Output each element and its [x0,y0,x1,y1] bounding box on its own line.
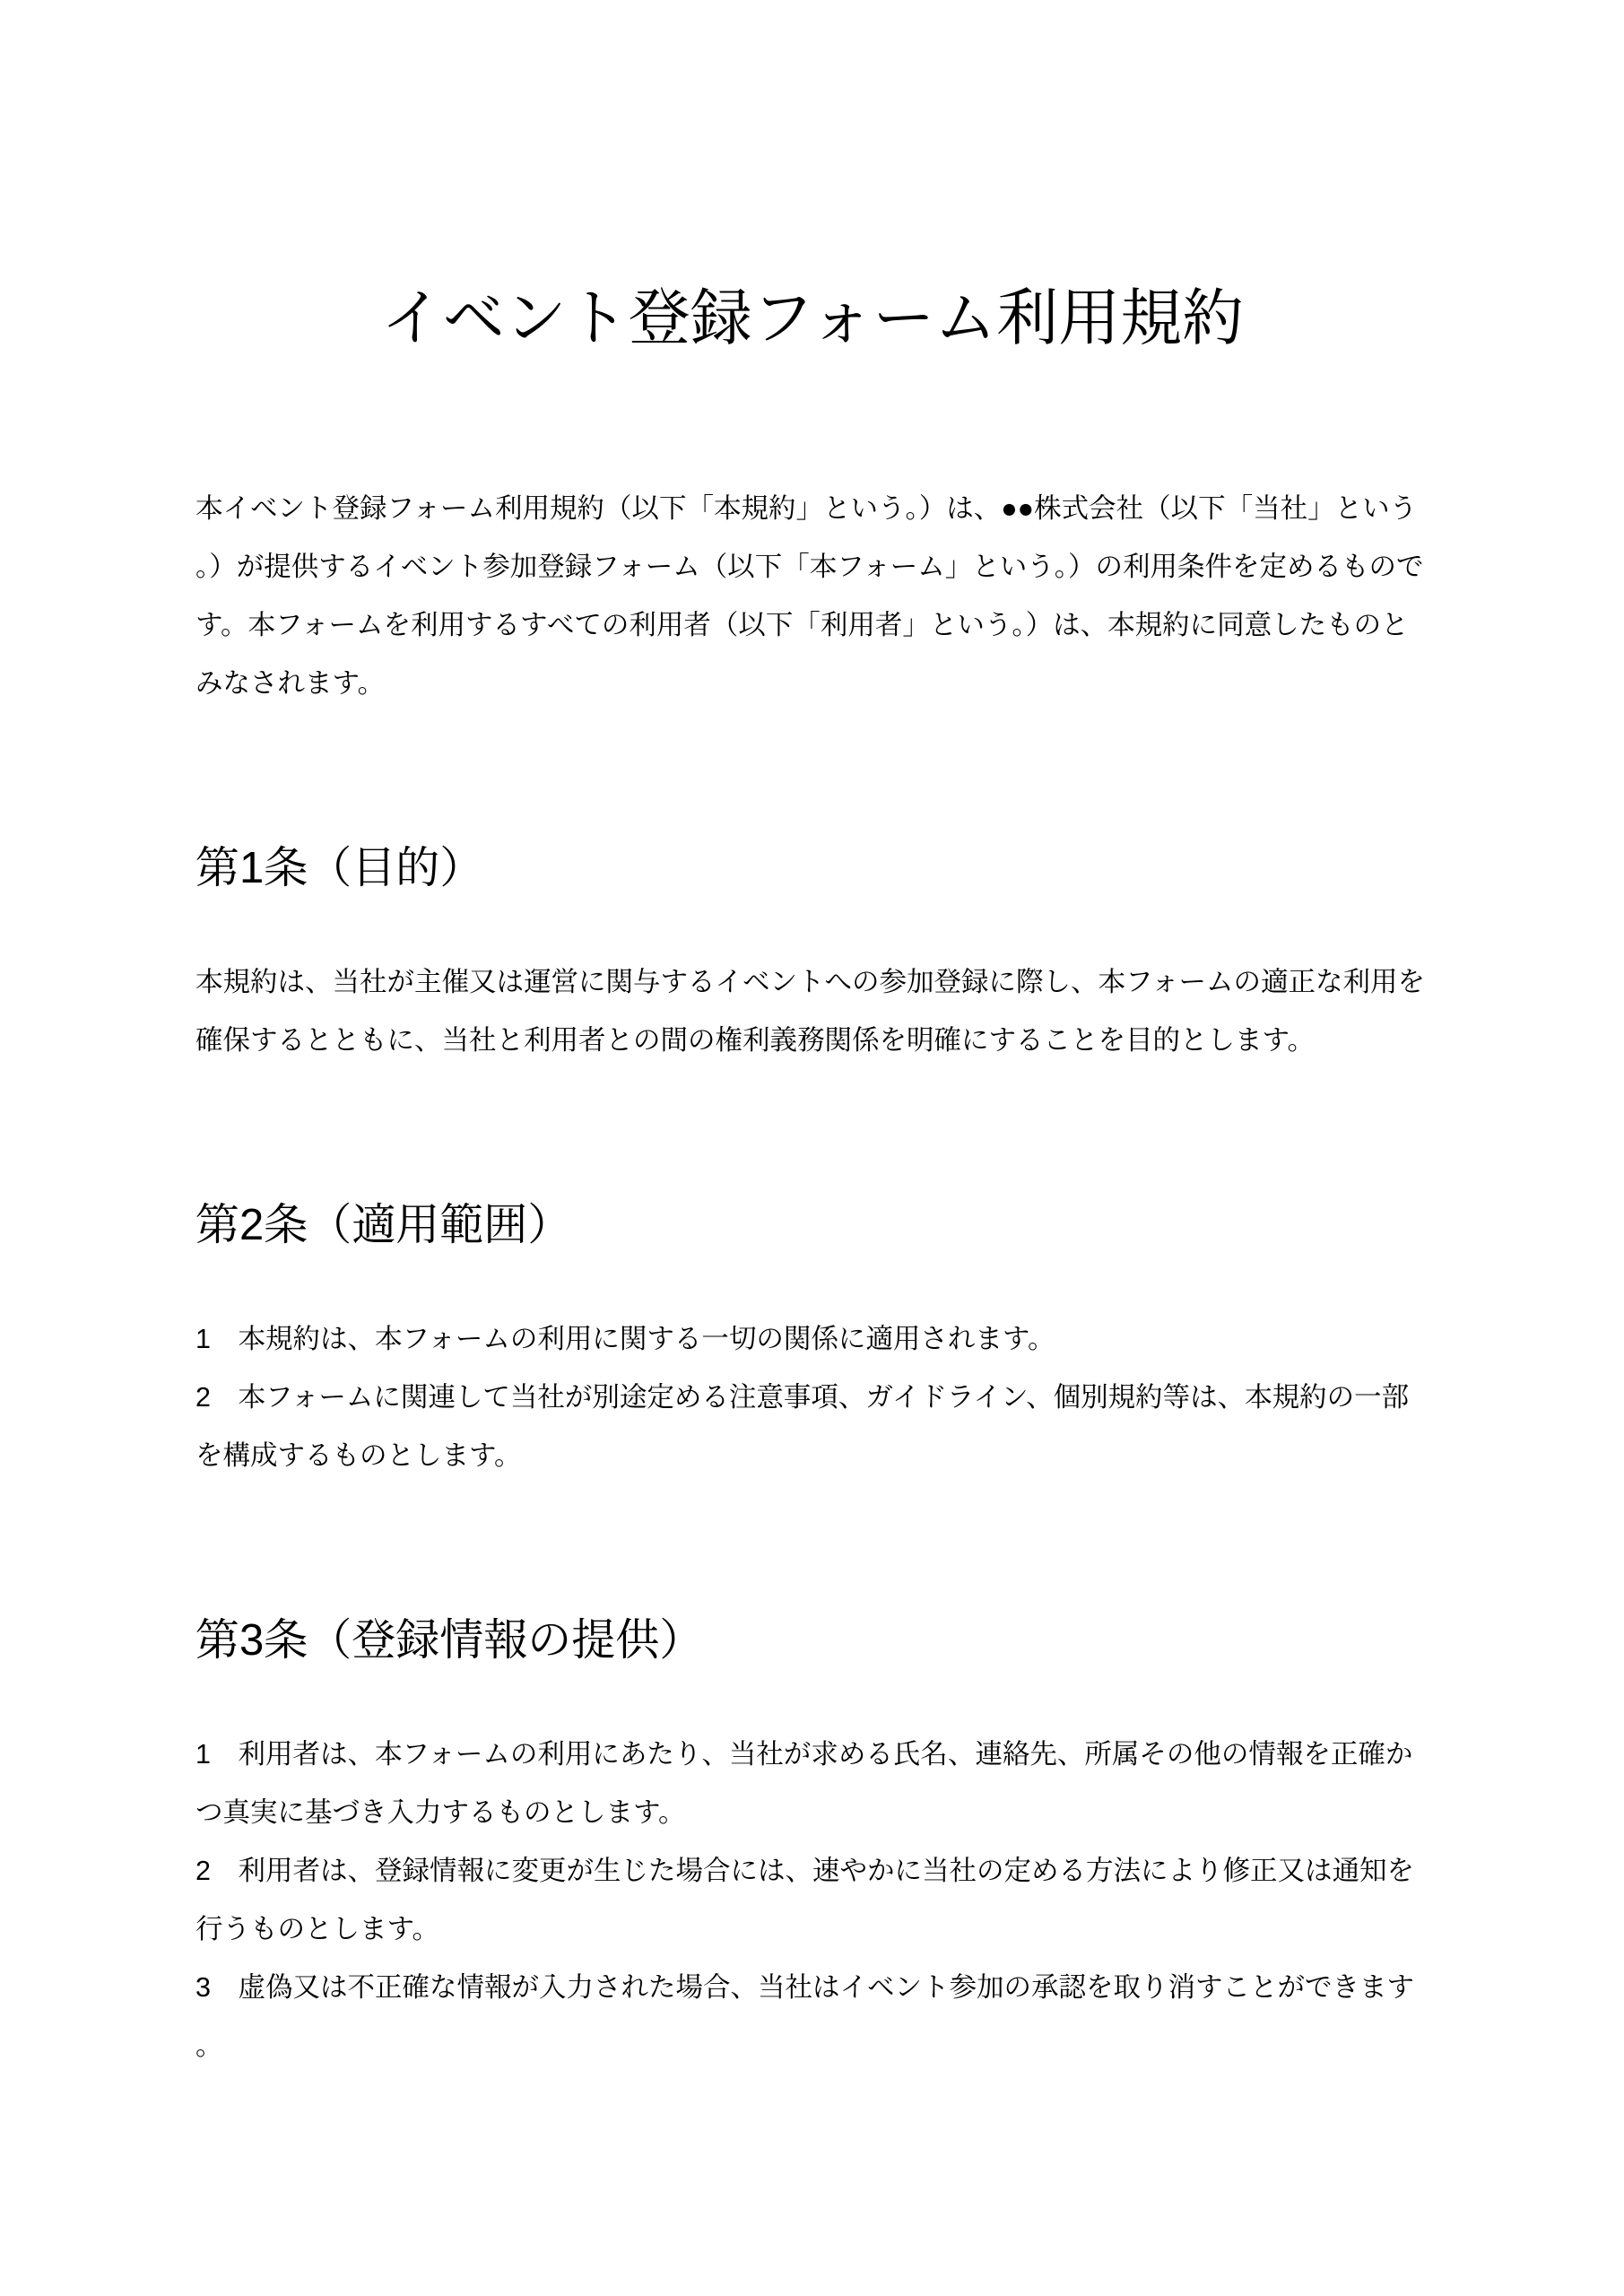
section-3-item-2: 2 利用者は、登録情報に変更が生じた場合には、速やかに当社の定める方法により修正又は通知を行うものとします。 [195,1856,1414,1944]
section-1-heading: 第1条（目的） [195,844,484,892]
section-2-item-1: 1 本規約は、本フォームの利用に関する一切の関係に適用されます。 [195,1324,1055,1354]
section-3-item-1: 1 利用者は、本フォームの利用にあたり、当社が求める氏名、連絡先、所属その他の情報を正確かつ真実に基づき入力するものとします。 [195,1739,1413,1828]
intro-paragraph: 本イベント登録フォーム利用規約（以下「本規約」という。）は、●●株式会社（以下「当社」という。）が提供するイベント参加登録フォーム（以下「本フォーム」という。）の利用条件を定めるものです。本フォームを利用するすべての利用者（以下「利用者」という。）は、本規約に同意したものとみなされます。 [195,493,1424,699]
section-1-paragraph-1: 本規約は、当社が主催又は運営に関与するイベントへの参加登録に際し、本フォームの適正な利用を確保するとともに、当社と利用者との間の権利義務関係を明確にすることを目的とします。 [195,967,1425,1056]
section-2-item-2: 2 本フォームに関連して当社が別途定める注意事項、ガイドライン、個別規約等は、本規約の一部を構成するものとします。 [195,1382,1410,1471]
section-3-item-3: 3 虚偽又は不正確な情報が入力された場合、当社はイベント参加の承認を取り消すことができます。 [195,1972,1414,2061]
section-3-heading: 第3条（登録情報の提供） [195,1616,704,1665]
document-title: イベント登録フォーム利用規約 [380,283,1245,352]
section-2-heading: 第2条（適用範囲） [195,1201,572,1249]
